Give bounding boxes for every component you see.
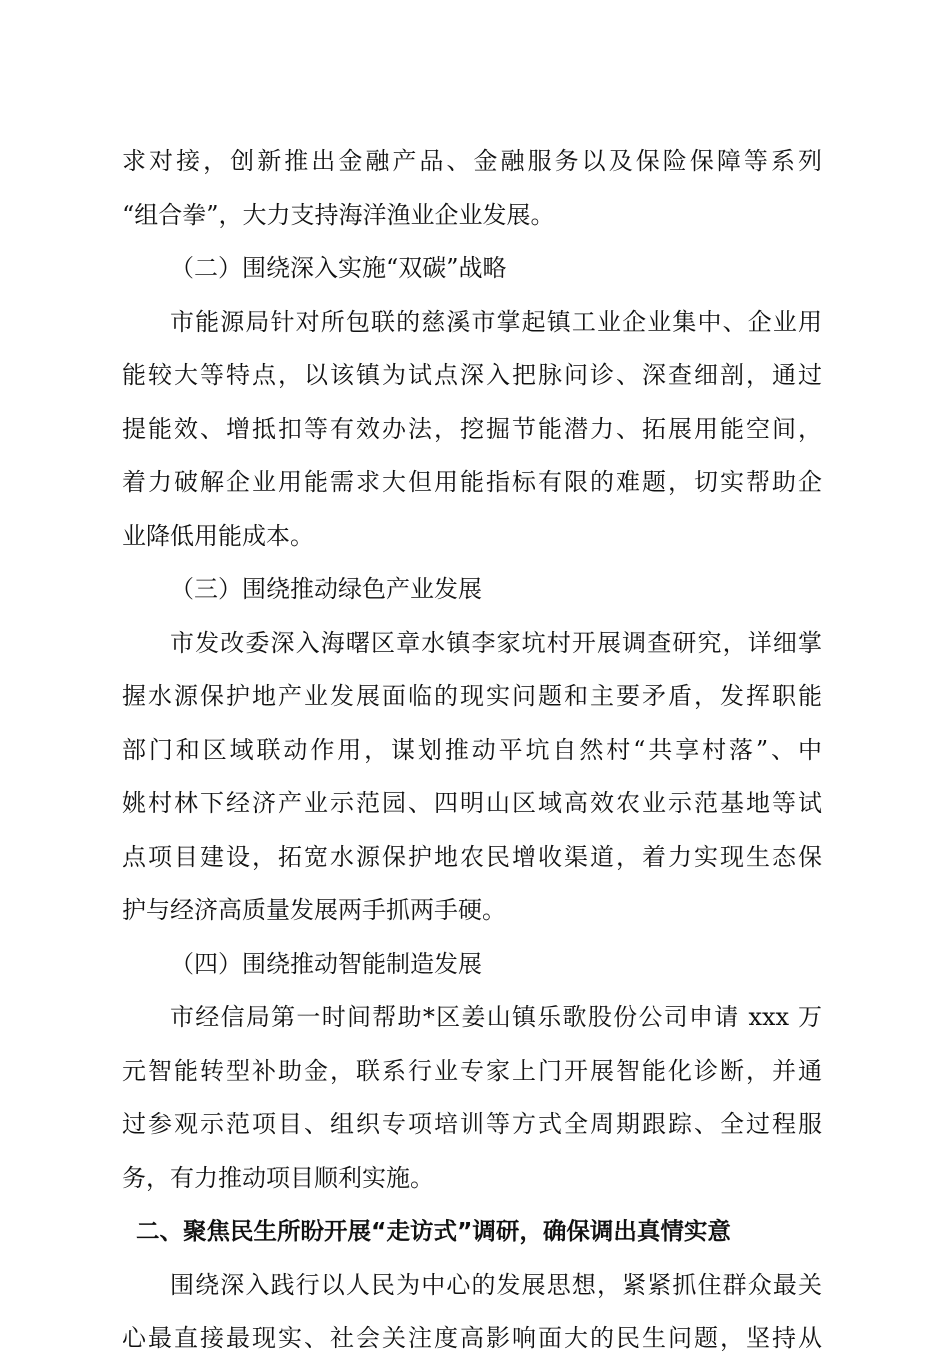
paragraph-line: 能较大等特点，以该镇为试点深入把脉问诊、深查细剖，通过 [122, 361, 822, 389]
paragraph-line: 围绕深入践行以人民为中心的发展思想，紧紧抓住群众最关 [170, 1270, 822, 1299]
paragraph-line: 市能源局针对所包联的慈溪市掌起镇工业企业集中、企业用 [170, 307, 822, 336]
paragraph-line: 姚村林下经济产业示范园、四明山区域高效农业示范基地等试 [122, 789, 822, 817]
document-body [122, 135, 822, 1366]
paragraph-line: 点项目建设，拓宽水源保护地农民增收渠道，着力实现生态保 [122, 842, 822, 871]
paragraph-line: “组合拳”，大力支持海洋渔业企业发展。 [122, 200, 555, 229]
paragraph-line: 求对接，创新推出金融产品、金融服务以及保险保障等系列 [122, 147, 822, 175]
paragraph-line: 务，有力推动项目顺利实施。 [122, 1163, 434, 1192]
paragraph-line: 业降低用能成本。 [122, 521, 314, 550]
paragraph-line: 市发改委深入海曙区章水镇李家坑村开展调查研究，详细掌 [170, 628, 822, 657]
paragraph-line: 握水源保护地产业发展面临的现实问题和主要矛盾，发挥职能 [122, 682, 822, 710]
paragraph-line: 市经信局第一时间帮助*区姜山镇乐歌股份公司申请 xxx 万 [170, 1003, 822, 1031]
paragraph-line: 提能效、增抵扣等有效办法，挖掘节能潜力、拓展用能空间， [122, 414, 822, 443]
paragraph-line: 元智能转型补助金，联系行业专家上门开展智能化诊断，并通 [122, 1056, 822, 1085]
paragraph-line: 部门和区域联动作用，谋划推动平坑自然村“共享村落”、中 [122, 735, 822, 764]
section-heading: 二、聚焦民生所盼开展“走访式”调研，确保调出真情实意 [136, 1217, 731, 1245]
paragraph-line: 过参观示范项目、组织专项培训等方式全周期跟踪、全过程服 [122, 1110, 822, 1138]
paragraph-line: 护与经济高质量发展两手抓两手硬。 [122, 896, 506, 924]
paragraph-line: 着力破解企业用能需求大但用能指标有限的难题，切实帮助企 [122, 468, 822, 496]
section-subheading: （三）围绕推动绿色产业发展 [170, 575, 482, 603]
section-subheading: （四）围绕推动智能制造发展 [170, 949, 482, 978]
section-subheading: （二）围绕深入实施“双碳”战略 [170, 254, 507, 282]
paragraph-line: 心最直接最现实、社会关注度高影响面大的民生问题，坚持从 [122, 1324, 822, 1352]
